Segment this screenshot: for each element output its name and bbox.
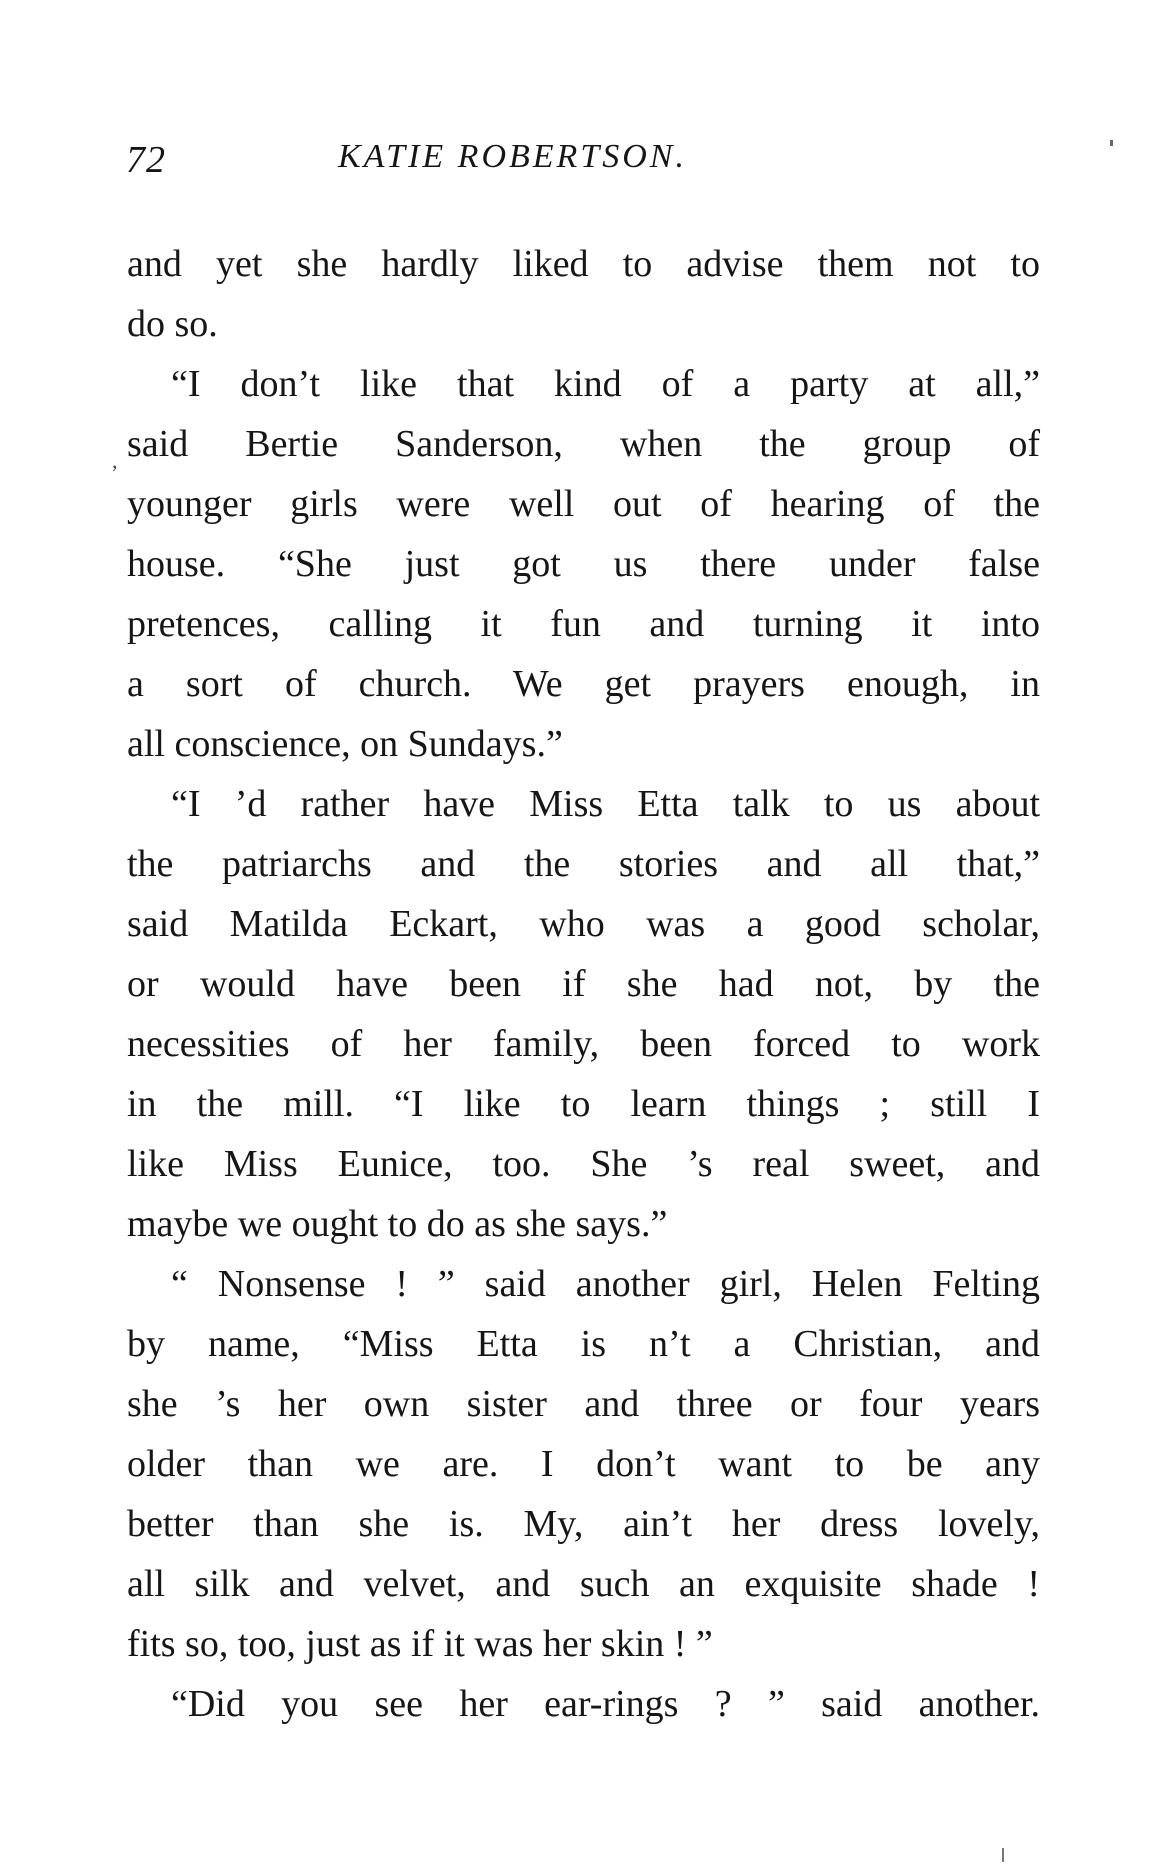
text-line: all conscience, on Sundays.” bbox=[127, 723, 563, 765]
text-line: she ’s her own sister and three or four years bbox=[127, 1383, 1040, 1425]
body-text bbox=[127, 234, 1040, 1734]
text-line: said Matilda Eckart, who was a good scholar, bbox=[127, 903, 1040, 945]
text-line: necessities of her family, been forced to work bbox=[127, 1023, 1040, 1065]
text-line: a sort of church. We get prayers enough, in bbox=[127, 663, 1040, 705]
text-line: better than she is. My, ain’t her dress lovely, bbox=[127, 1503, 1040, 1545]
text-line: “ Nonsense ! ” said another girl, Helen Felting bbox=[171, 1263, 1040, 1305]
text-line: older than we are. I don’t want to be any bbox=[127, 1443, 1040, 1485]
text-line: said Bertie Sanderson, when the group of bbox=[127, 423, 1040, 465]
text-line: do so. bbox=[127, 303, 218, 345]
running-title: KATIE ROBERTSON. bbox=[338, 138, 687, 175]
text-line: “I don’t like that kind of a party at all,” bbox=[171, 363, 1040, 405]
text-line: by name, “Miss Etta is n’t a Christian, and bbox=[127, 1323, 1040, 1365]
text-line: and yet she hardly liked to advise them not to bbox=[127, 243, 1040, 285]
text-line: in the mill. “I like to learn things ; still I bbox=[127, 1083, 1040, 1125]
text-line: maybe we ought to do as she says.” bbox=[127, 1203, 668, 1245]
text-line: fits so, too, just as if it was her skin ! ” bbox=[127, 1623, 713, 1665]
text-line: “Did you see her ear-rings ? ” said another. bbox=[171, 1683, 1040, 1725]
text-line: pretences, calling it fun and turning it into bbox=[127, 603, 1040, 645]
text-line: the patriarchs and the stories and all that,” bbox=[127, 843, 1040, 885]
text-line: “I ’d rather have Miss Etta talk to us about bbox=[171, 783, 1040, 825]
print-speck bbox=[1110, 140, 1113, 146]
page-number: 72 bbox=[126, 139, 166, 181]
text-line: like Miss Eunice, too. She ’s real sweet, and bbox=[127, 1143, 1040, 1185]
stray-print-mark: , bbox=[112, 448, 118, 473]
page-header bbox=[126, 138, 1046, 188]
print-speck bbox=[1002, 1848, 1004, 1862]
text-line: all silk and velvet, and such an exquisite shade ! bbox=[127, 1563, 1040, 1605]
text-line: house. “She just got us there under false bbox=[127, 543, 1040, 585]
text-line: younger girls were well out of hearing of the bbox=[127, 483, 1040, 525]
text-line: or would have been if she had not, by the bbox=[127, 963, 1040, 1005]
